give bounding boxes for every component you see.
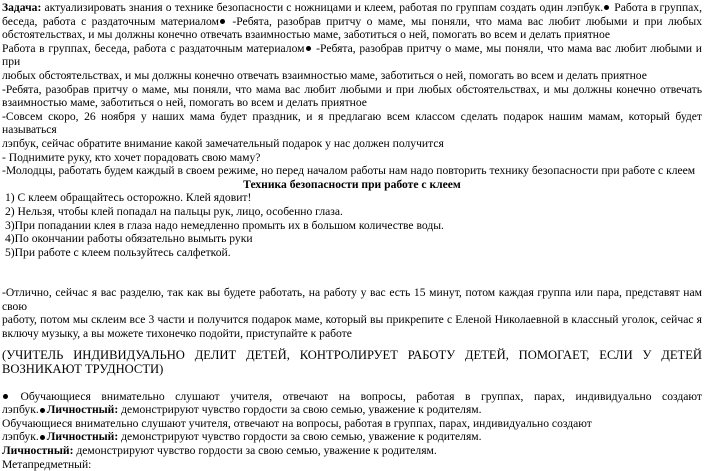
outcome2-lapbook: лэпбук. xyxy=(2,430,39,444)
para5-line-2: работу, потом мы склеим все 3 части и получится подарок маме, который вы прикрепите с Еленой Николаевной в классный уголок, сейчас я xyxy=(2,313,702,327)
outcome3-line xyxy=(2,444,702,458)
para3-line-1: -Ребята, разобрав притчу о маме, мы поняли, что мама вас любит любыми и при любых обстоятельствах, и мы должны конечно отвечать xyxy=(2,82,702,96)
para4-line-3: - Поднимите руку, кто хочет порадовать свою маму? xyxy=(2,150,261,164)
task-line-1 xyxy=(2,1,702,15)
para3-line-2: взаимностью маме, заботиться о ней, помогать во всем и делать приятное xyxy=(2,96,367,110)
task-label: Задача: xyxy=(2,1,42,14)
safety-item: 3)При попадании клея в глаза надо немедленно промыть их в большом количестве воды. xyxy=(5,218,444,232)
safety-item: 1) С клеем обращайтесь осторожно. Клей ядовит! xyxy=(5,191,252,205)
outcome1-line-1 xyxy=(2,390,702,404)
safety-title-text: Техника безопасности при работе с клеем xyxy=(243,177,461,191)
bullet-icon xyxy=(40,408,45,413)
para4-line-4: -Молодцы, работать будем каждый в своем режиме, но перед началом работы нам надо повторить технику безопасности при работе с клеем xyxy=(2,164,696,178)
spacer xyxy=(2,341,702,348)
outcome2-label: Личностный: xyxy=(46,430,119,444)
outcome1-lapbook: лэпбук. xyxy=(2,403,39,417)
para2-line-2: любых обстоятельствах, и мы должны конечно отвечать взаимностью маме, заботиться о ней, помогать во всем и делать приятное xyxy=(2,68,647,82)
safety-item: 4)По окончании работы обязательно вымыть руки xyxy=(5,232,253,246)
bullet-icon xyxy=(604,5,609,10)
para2-line-1 xyxy=(2,42,702,69)
bullet-icon xyxy=(40,435,45,440)
spacer xyxy=(2,259,702,286)
outcome3-label: Личностный: xyxy=(2,444,74,458)
outcome1-personal: демонстрируют чувство гордости за свою семью, уважение к родителям. xyxy=(118,403,482,417)
para5-line-1: -Отлично, сейчас я вас разделю, так как вы будете работать, на работу у вас есть 15 минут, потом каждая группа или пара, представят нам свою xyxy=(2,286,702,313)
task-line-2 xyxy=(2,15,702,29)
teacher-note: (УЧИТЕЛЬ ИНДИВИДУАЛЬНО ДЕЛИТ ДЕТЕЙ, КОНТРОЛИРУЕТ РАБОТУ ДЕТЕЙ, ПОМОГАЕТ, ЕСЛИ У ДЕТЕЙ ВОЗНИКАЮТ ТРУДНОСТИ) xyxy=(2,347,702,377)
para2-line-1a: Работа в группах, беседа, работа с раздаточным материалом xyxy=(2,41,305,55)
safety-item: 5)При работе с клеем пользуйтесь салфеткой. xyxy=(5,245,231,259)
para5-line-3: включу музыку, а вы можете тихонечко подойти, приступайте к работе xyxy=(2,327,352,341)
outcome1-text: Обучающиеся внимательно слушают учителя, отвечают на вопросы, работая в группах, парах, индивидуально создают xyxy=(10,389,702,403)
outcome2-line-2 xyxy=(2,430,702,444)
outcome2-line-1: Обучающиеся внимательно слушают учителя, отвечают на вопросы, работая в группах, парах, индивидуально создают xyxy=(2,416,592,430)
meta-label: Метапредметный: xyxy=(2,457,92,471)
bullet-icon xyxy=(3,394,8,399)
para4-line-2: лэпбук, сейчас обратите внимание какой замечательный подарок у нас должен получится xyxy=(2,136,444,150)
para4-line-1: -Совсем скоро, 26 ноября у наших мама будет праздник, и я предлагаю всем классом сделать подарок нашим мамам, который будет называться xyxy=(2,109,702,137)
bullet-icon xyxy=(306,46,311,51)
outcome3-text: демонстрируют чувство гордости за свою семью, уважение к родителям. xyxy=(73,444,437,458)
para2-line-1b: -Ребята, разобрав притчу о маме, мы поняли, что мама вас любит любыми и при xyxy=(2,41,702,69)
task-line-2b: -Ребята, разобрав притчу о маме, мы поняли, что мама вас любит любыми и при любых xyxy=(226,14,702,28)
spacer xyxy=(2,377,702,384)
task-text: актуализировать знания о технике безопасности с ножницами и клеем, работая по группам создать один лэпбук. xyxy=(41,1,604,14)
task-text-2: Работа в группах, xyxy=(611,1,702,14)
outcome1-line-2 xyxy=(2,403,702,417)
bullet-icon xyxy=(220,19,225,24)
safety-title xyxy=(2,178,702,192)
outcome2-personal: демонстрируют чувство гордости за свою семью, уважение к родителям. xyxy=(118,430,482,444)
outcome1-label: Личностный: xyxy=(46,403,119,417)
task-line-2a: беседа, работа с раздаточным материалом xyxy=(2,14,219,28)
task-line-3: обстоятельствах, и мы должны конечно отвечать взаимностью маме, заботиться о ней, помогать во всем и делать приятное xyxy=(2,28,611,42)
safety-item: 2) Нельзя, чтобы клей попадал на пальцы рук, лицо, особенно глаза. xyxy=(5,204,343,218)
